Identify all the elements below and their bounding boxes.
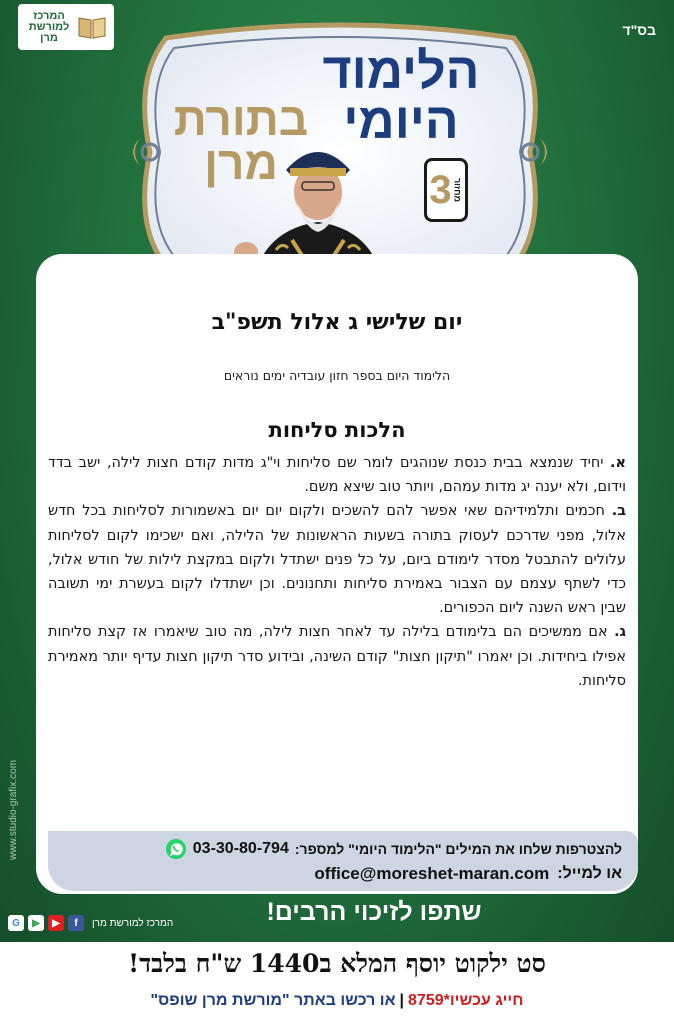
lesson-subtitle: הלימוד היום בספר חזון עובדיה ימים נוראים [223,368,451,383]
center-logo [18,4,114,50]
title-frame [126,18,554,286]
call-text: חייג עכשיו [449,992,524,1009]
paragraph-text: חכמים ותלמידיהם שאי אפשר להם להשכים ולקום יום יום באשמורות לסליחות בכל חדש אלול, מפני שדרכם לעסוק בתורה בשעות הראשונות של הלילה, ואם ישכימו לקום לסליחות עלולים להתבטל מסדר לימודם ביום, על כל פנים ישתדל ולקום במקצת לילות של חודש אלול, כדי לשתף עצמם עם הצבור באמירת סליחות ותחנונים. וכן ישתדלו לקום בעשרת ימי תשובה שבין ראש השנה ליום הכפורים. [48,503,626,617]
paragraph-text: אם ממשיכים הם בלימודם בלילה עד לאחר חצות לילה, מה טוב שיאמרו אז קצת סליחות אפילו ביחידות. וכן יאמרו "תיקון חצות" קודם השינה, ובידוע סדר תיקון חצות עדיף יותר מאמירת סליחות. [48,624,626,689]
paragraph-c [48,620,626,693]
title-line-2: היומי [343,93,459,149]
season-badge [424,158,468,222]
title-line-3: בתורת [173,93,309,145]
cta-separator: | [399,992,405,1009]
email-label: או למייל: [557,865,622,882]
title-line-1: הלימוד [322,43,480,99]
social-label: המרכז למורשת מרן [92,917,174,929]
facebook-icon[interactable]: f [68,915,84,931]
contact-line-2 [62,864,622,884]
social-icons [8,912,188,934]
order-text[interactable]: או רכשו באתר "מורשת מרן שופס" [150,992,396,1009]
share-text: שתפו לזיכוי הרבים! [266,898,482,926]
cta-line[interactable] [0,992,674,1010]
contact-box [48,831,638,891]
lesson-body [48,451,626,693]
contact-instructions: להצטרפות שלחו את המילים "הלימוד היומי" למספר: [294,841,622,857]
call-number[interactable]: *8759 [408,992,450,1009]
contact-line-1 [62,838,622,860]
title-line-4: מרן [204,137,278,189]
book-icon [77,14,107,40]
paragraph-letter: א. [610,455,626,471]
google-icon[interactable]: G [8,915,24,931]
phone-number[interactable]: 03-30-80-794 [192,840,289,857]
promo-text: סט ילקוט יוסף המלא ב1440 ש"ח בלבד! [128,949,546,978]
paragraph-letter: ב. [611,503,626,520]
lesson-date: יום שלישי ג אלול תשפ"ב [211,310,463,335]
logo-text: המרכז למורשת מרן [28,9,70,44]
season-number: 3 [429,168,452,212]
paragraph-a [48,451,626,499]
paragraph-b [48,499,626,620]
whatsapp-icon [165,838,187,860]
youtube-icon[interactable]: ▶ [48,915,64,931]
section-title: הלכות סליחות [268,418,406,442]
email-address[interactable]: office@moreshet-maran.com [314,864,550,883]
paragraph-letter: ג. [614,624,626,641]
play-icon[interactable]: ▶ [28,915,44,931]
bsd-mark: בס"ד [622,22,656,38]
studio-url[interactable]: www.studio-grafix.com [8,759,19,860]
season-label: מחזור [452,177,463,203]
paragraph-text: יחיד שנמצא בבית כנסת שנוהגים לומר שם סליחות וי"ג מדות קודם חצות לילה, ישב בדד וידום, ולא יענה יג מדות עמהם, ויותר טוב שיצא משם. [48,455,626,496]
